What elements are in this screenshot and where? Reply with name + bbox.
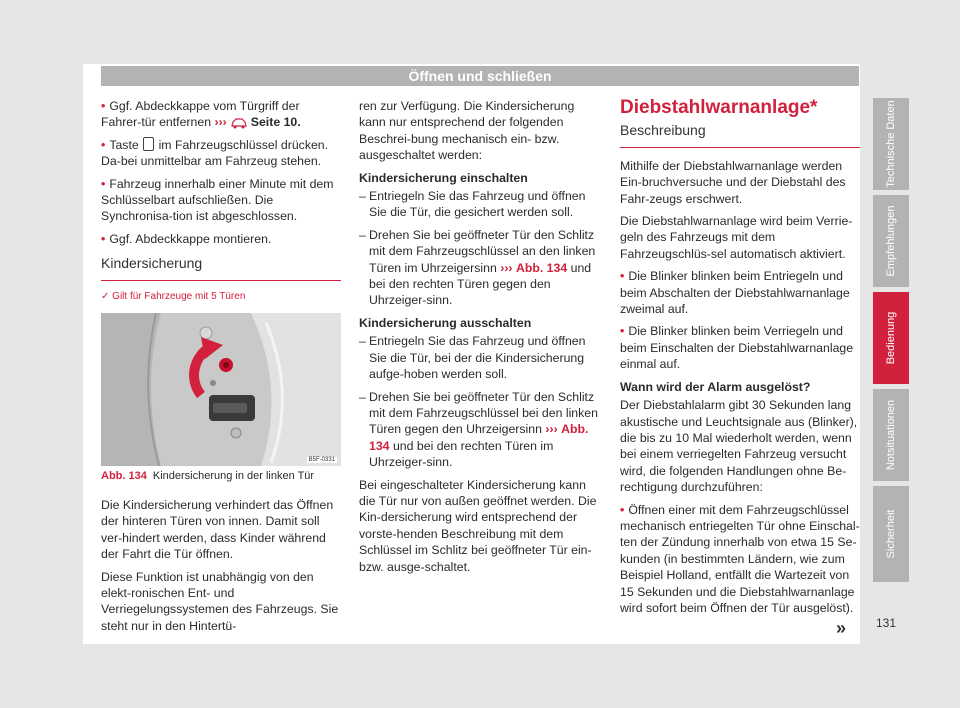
page-link[interactable]: Seite 10	[250, 115, 298, 130]
key-button-icon	[143, 137, 154, 151]
subheading: Kindersicherung ausschalten	[359, 315, 532, 330]
paragraph: Diese Funktion ist unabhängig von den elekt-ronischen Ent- und Verriegelungssystemen des Fahrzeugs. Sie steht nur in den Hintertü-	[101, 569, 339, 633]
figure-caption	[101, 470, 341, 482]
bullet-dot-icon: •	[101, 137, 106, 152]
tab-empfehlungen[interactable]: Empfehlungen	[873, 195, 909, 287]
check-icon: ✓	[101, 290, 110, 302]
bullet-dot-icon: •	[620, 324, 625, 339]
figure-link[interactable]: Abb. 134	[515, 260, 568, 275]
figure-link[interactable]: Abb. 134	[369, 422, 589, 453]
continue-arrow-icon: »	[836, 618, 847, 638]
page-header	[101, 66, 859, 86]
applicability-note: ✓ Gilt für Fahrzeuge mit 5 Türen	[101, 290, 246, 302]
car-icon	[230, 117, 248, 129]
link-arrow-icon: ›››	[500, 260, 513, 275]
dash-item: – Drehen Sie bei geöffneter Tür den Schlitz mit dem Fahrzeugschlüssel bei den linken Türen gegen den Uhrzeigersinn ››› Abb. 134 und bei den rechten Türen im Uhrzeiger-sinn.	[359, 389, 598, 470]
dash-item: – Entriegeln Sie das Fahrzeug und öffnen Sie die Tür, die gesichert werden soll.	[359, 189, 586, 220]
bullet-dot-icon: •	[620, 269, 625, 284]
bullet-dot-icon: •	[101, 176, 106, 191]
bullet-dot-icon: •	[101, 231, 106, 246]
caption-label: Abb. 134	[101, 470, 147, 482]
subheading: Kindersicherung einschalten	[359, 170, 528, 185]
column-1	[101, 98, 341, 319]
subheading: Wann wird der Alarm ausgelöst?	[620, 379, 811, 394]
paragraph: Die Kindersicherung verhindert das Öffnen der hinteren Türen von innen. Damit soll ver-hindert werden, dass Kinder während der Fahrt die Tür öffnen.	[101, 498, 334, 562]
bullet-dot-icon: •	[101, 99, 106, 113]
dash-item: – Entriegeln Sie das Fahrzeug und öffnen Sie die Tür, bei der die Kindersicherung aufge-hoben werden soll.	[359, 334, 586, 382]
door-illustration	[101, 313, 341, 466]
caption-text: Kindersicherung in der linken Tür	[152, 470, 315, 482]
link-arrow-icon: ›››	[214, 115, 227, 130]
tab-notsituationen[interactable]: Notsituationen	[873, 389, 909, 481]
bullet-dot-icon: •	[620, 502, 625, 517]
bullet-item: • Öffnen einer mit dem Fahrzeugschlüssel mechanisch entriegelten Tür ohne Einschal-ten der Zündung innerhalb von etwa 15 Se-kunden (in bestimmten Ländern, wie zum Beispiel Holland, entfällt die Wartezeit von 15 Sekunden und die Diebstahlwarnanlage wird sofort beim Öffnen der Tür ausgelöst).	[620, 502, 860, 615]
bullet-item: • Taste im Fahrzeugschlüssel drücken. Da-bei unmittelbar am Fahrzeug stehen.	[101, 137, 329, 169]
column-3	[620, 98, 860, 622]
page-number: 131	[876, 616, 897, 630]
dash-item: – Drehen Sie bei geöffneter Tür den Schlitz mit dem Fahrzeugschlüssel an den linken Türen im Uhrzeigersinn ››› Abb. 134 und bei den rechten Türen gegen den Uhrzeiger-sinn.	[359, 227, 596, 308]
paragraph: Mithilfe der Diebstahlwarnanlage werden Ein-bruchversuche und der Diebstahl des Fahr-zeugs erschwert.	[620, 158, 846, 206]
bullet-item: • Fahrzeug innerhalb einer Minute mit dem Schlüsselbart aufschließen. Die Synchronisa-tion ist abgeschlossen.	[101, 176, 334, 224]
paragraph: ren zur Verfügung. Die Kindersicherung kann nur entsprechend der folgenden Beschrei-bung mechanisch ein- bzw. ausgeschaltet werden:	[359, 99, 575, 163]
bullet-item: • Die Blinker blinken beim Entriegeln und beim Abschalten der Diebstahlwarnanlage zweimal auf.	[620, 269, 850, 317]
column-1-lower	[101, 497, 341, 640]
column-2	[359, 98, 601, 581]
link-arrow-icon: ›››	[545, 422, 558, 437]
tab-technische-daten[interactable]: Technische Daten	[873, 98, 909, 190]
paragraph: Die Diebstahlwarnanlage wird beim Verrie-geln des Fahrzeugs mit dem Fahrzeugschlüs-sel automatisch aktiviert.	[620, 214, 853, 261]
bullet-item: • Ggf. Abdeckkappe montieren.	[101, 231, 272, 246]
figure-code: B5F-0331	[308, 457, 335, 463]
bullet-item: • Die Blinker blinken beim Verriegeln und beim Einschalten der Diebstahlwarnanlage einmal auf.	[620, 324, 854, 372]
header-title: Öffnen und schließen	[408, 68, 552, 84]
section-title-kindersicherung: Kindersicherung	[101, 255, 341, 280]
section-subtitle: Beschreibung	[620, 122, 860, 147]
chapter-title: Diebstahlwarnanlage*	[620, 97, 818, 118]
figure-child-lock	[101, 313, 341, 466]
bullet-item: • Ggf. Abdeckkappe vom Türgriff der Fahrer-tür entfernen ››› Seite 10.	[101, 99, 301, 130]
tab-bedienung[interactable]: Bedienung	[873, 292, 909, 384]
paragraph: Der Diebstahlalarm gibt 30 Sekunden lang akustische und Leuchtsignale aus (Blinker), die bis zu 10 Mal wiederholt werden, wenn bei einem verriegelten Fahrzeug versucht wird, die folgenden Handlungen ohne Be-rechtigung durchzuführen:	[620, 398, 858, 495]
paragraph: Bei eingeschalteter Kindersicherung kann die Tür nur von außen geöffnet werden. Die Kin-dersicherung wird entsprechend der vorste-henden Beschreibung mit dem Schlüssel im Schlitz bei geöffneter Tür ein- bzw. ausge-schaltet.	[359, 477, 597, 574]
tab-sicherheit[interactable]: Sicherheit	[873, 486, 909, 582]
